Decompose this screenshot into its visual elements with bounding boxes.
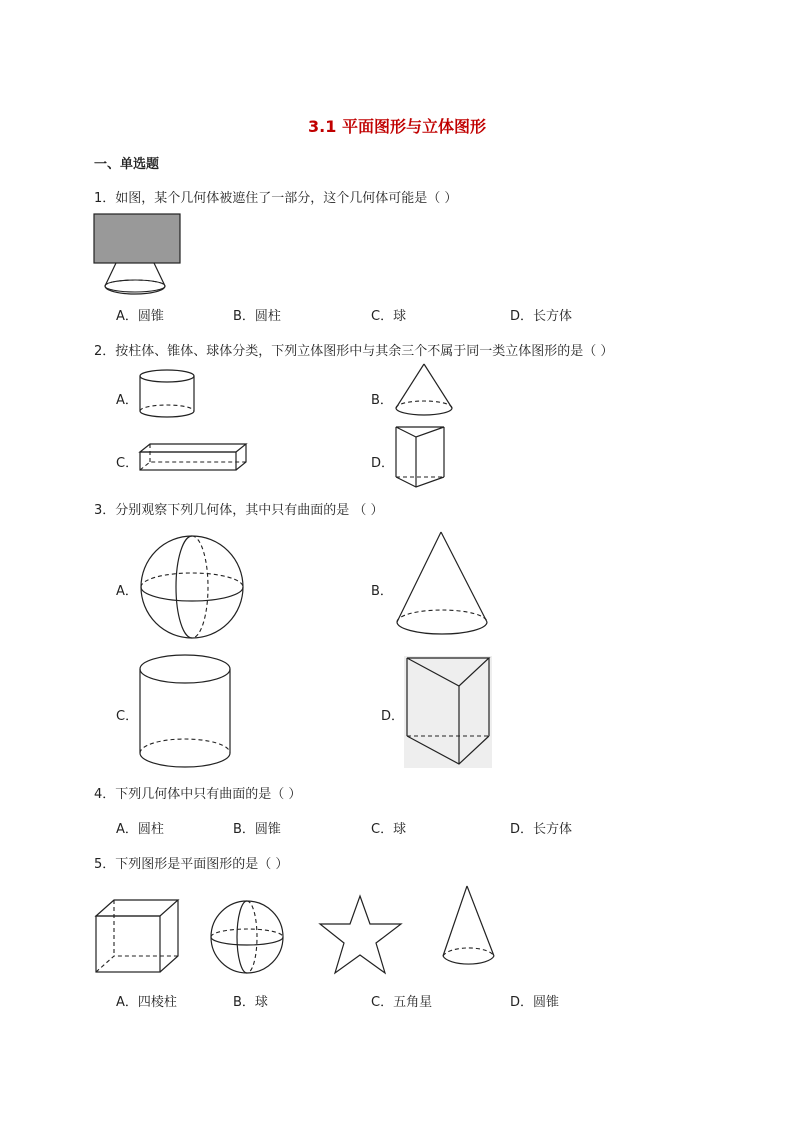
q2-option-c[interactable]: C． [116, 456, 139, 471]
q3-cone-figure [395, 530, 491, 642]
q3-cylinder-figure [138, 653, 236, 771]
q5-sphere-figure [210, 900, 286, 976]
q3-prism-figure [404, 656, 492, 768]
q1-option-b[interactable]: B．圆柱 [233, 309, 281, 324]
q2-cuboid-figure [138, 442, 250, 474]
question-3-stem: 3．分别观察下列几何体，其中只有曲面的是 （ ） [94, 503, 384, 518]
q4-option-c[interactable]: C．球 [371, 822, 407, 837]
q5-cone-figure [440, 884, 498, 976]
q5-option-d[interactable]: D．圆锥 [510, 995, 560, 1010]
q3-option-c[interactable]: C． [116, 709, 139, 724]
q5-cube-figure [94, 898, 180, 976]
question-1-stem: 1．如图，某个几何体被遮住了一部分，这个几何体可能是（ ） [94, 191, 458, 206]
section-heading: 一、单选题 [94, 157, 160, 172]
q2-option-a[interactable]: A． [116, 393, 138, 408]
q1-option-c[interactable]: C．球 [371, 309, 407, 324]
q3-option-d[interactable]: D． [381, 709, 405, 724]
q5-option-a[interactable]: A．四棱柱 [116, 995, 177, 1010]
q1-option-d[interactable]: D．长方体 [510, 309, 573, 324]
q4-option-d[interactable]: D．长方体 [510, 822, 573, 837]
q3-option-a[interactable]: A． [116, 584, 138, 599]
q5-star-figure [318, 894, 404, 976]
question-2-stem: 2．按柱体、锥体、球体分类，下列立体图形中与其余三个不属于同一类立体图形的是（ ） [94, 344, 614, 359]
cover-rect [94, 214, 180, 263]
q2-option-b[interactable]: B． [371, 393, 393, 408]
question-5-stem: 5．下列图形是平面图形的是（ ） [94, 857, 289, 872]
q1-option-a[interactable]: A．圆锥 [116, 309, 164, 324]
q5-option-c[interactable]: C．五角星 [371, 995, 433, 1010]
q4-option-b[interactable]: B．圆锥 [233, 822, 281, 837]
q3-option-b[interactable]: B． [371, 584, 393, 599]
page-title: 3.1 平面图形与立体图形 [308, 117, 486, 136]
q2-cylinder-figure [138, 365, 200, 425]
q2-option-d[interactable]: D． [371, 456, 395, 471]
q2-cone-figure [394, 362, 456, 430]
q3-sphere-figure [138, 535, 248, 641]
q4-option-a[interactable]: A．圆柱 [116, 822, 164, 837]
q5-option-b[interactable]: B．球 [233, 995, 268, 1010]
q1-figure [90, 210, 190, 300]
question-4-stem: 4．下列几何体中只有曲面的是（ ） [94, 787, 302, 802]
q2-prism-figure [394, 425, 450, 491]
